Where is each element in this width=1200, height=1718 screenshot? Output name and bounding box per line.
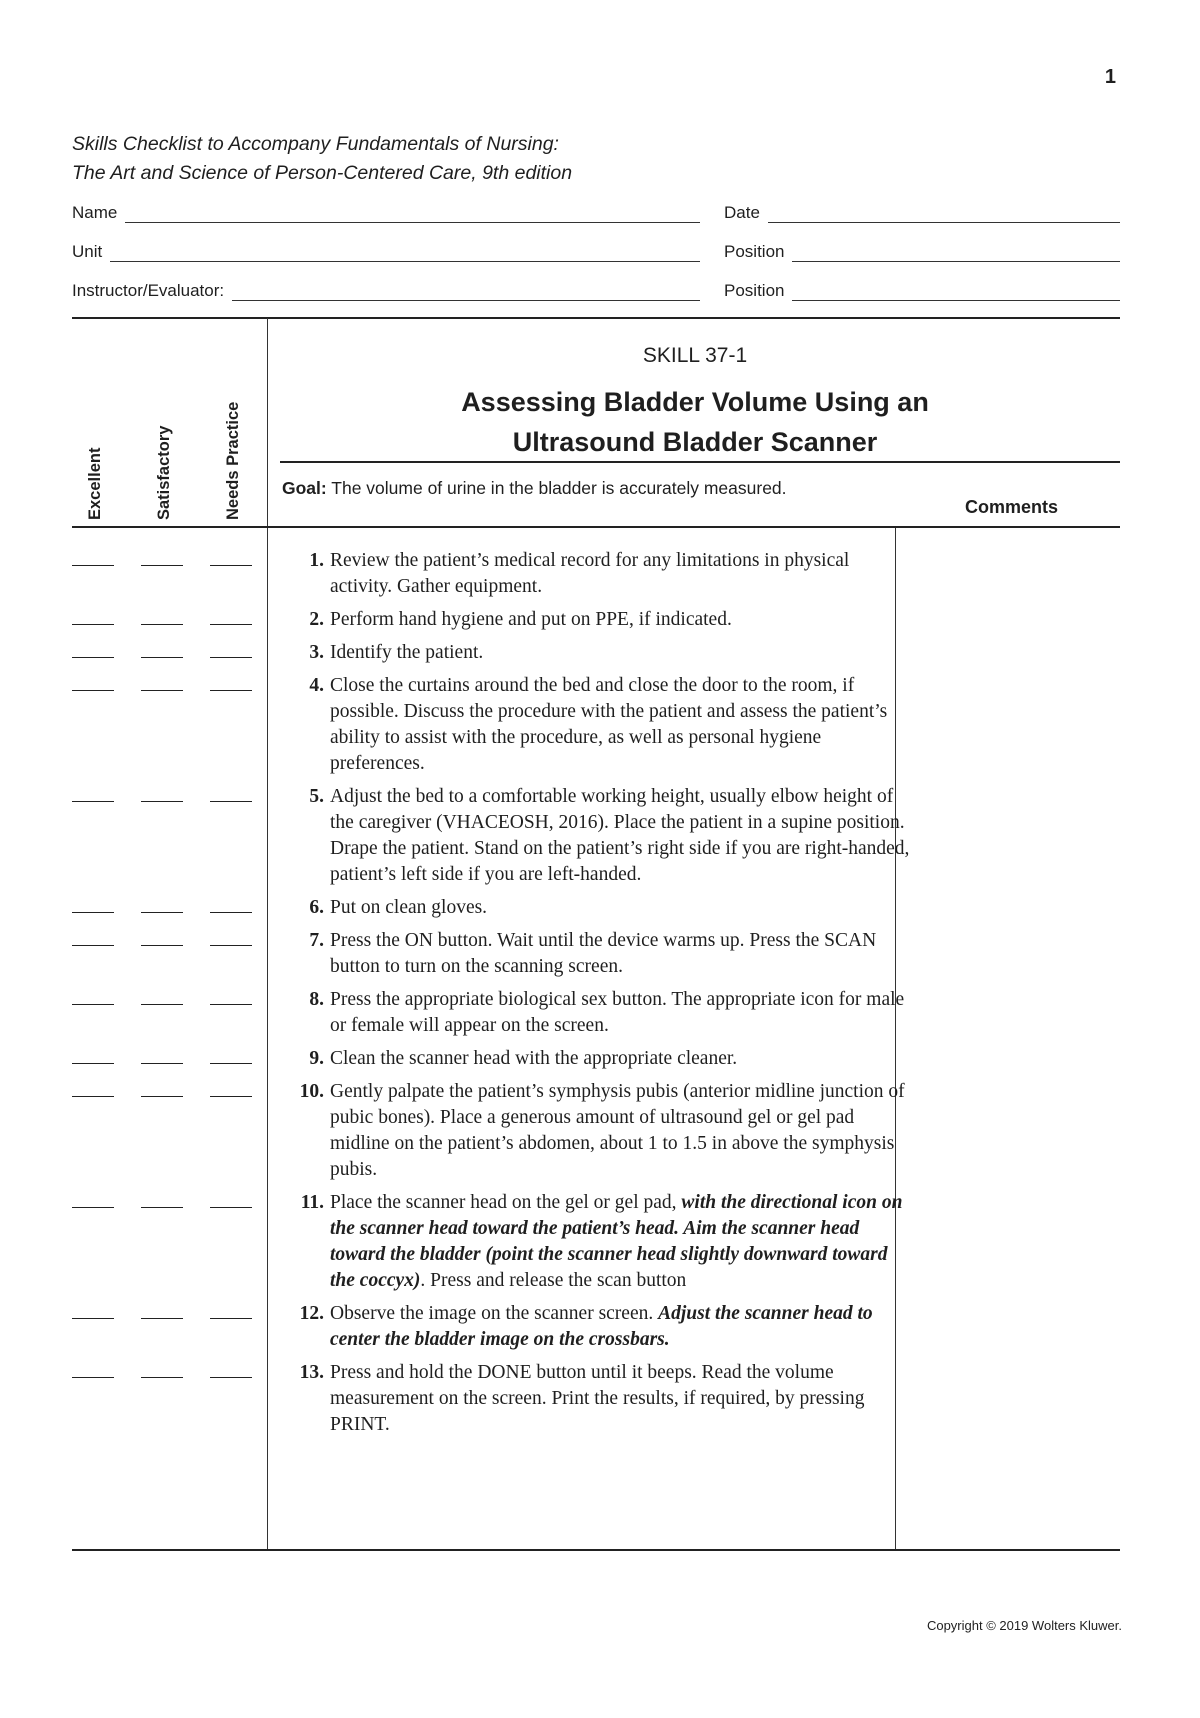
satisfactory-blank[interactable] [141, 1377, 183, 1378]
satisfactory-blank[interactable] [141, 565, 183, 566]
excellent-blank[interactable] [72, 912, 114, 913]
needs-practice-blank[interactable] [210, 657, 252, 658]
field-row-name [72, 199, 1120, 227]
date-label: Date [724, 203, 760, 222]
position-label-2: Position [724, 281, 785, 300]
step-row [72, 548, 1120, 600]
needs-practice-blank[interactable] [210, 1063, 252, 1064]
rating-header-satisfactory: Satisfactory [155, 425, 173, 520]
excellent-blank[interactable] [72, 690, 114, 691]
satisfactory-blank[interactable] [141, 690, 183, 691]
step-row [72, 1190, 1120, 1294]
step-text: Adjust the bed to a comfortable working height, usually elbow height of the caregiver (VHACEOSH, 2016). Place the patient in a supine position. Drape the patient. Stand on the patient’s right side if you are right-handed, patient’s left side if you are left-handed. [330, 786, 910, 885]
step-number: 8. [309, 989, 324, 1010]
skill-title-line1: Assessing Bladder Volume Using an [461, 387, 929, 417]
rating-blanks [72, 1079, 270, 1183]
step-row [72, 784, 1120, 888]
excellent-blank[interactable] [72, 565, 114, 566]
book-title-line2: The Art and Science of Person-Centered Care, 9th edition [72, 162, 573, 184]
step-text-plain: Observe the image on the scanner screen. [330, 1303, 659, 1324]
step-text: Press and hold the DONE button until it beeps. Read the volume measurement on the screen. Print the results, if required, by pressing PRINT. [330, 1362, 865, 1435]
rating-blanks [72, 784, 270, 888]
step-number: 2. [309, 609, 324, 630]
satisfactory-blank[interactable] [141, 657, 183, 658]
step-text: Clean the scanner head with the appropriate cleaner. [330, 1048, 738, 1069]
rating-header-excellent: Excellent [86, 447, 104, 520]
needs-practice-blank[interactable] [210, 1207, 252, 1208]
rating-blanks [72, 607, 270, 633]
rating-blanks [72, 1046, 270, 1072]
rating-blanks [72, 548, 270, 600]
page-number: 1 [1104, 66, 1116, 88]
unit-label: Unit [72, 242, 103, 261]
step-text: Press the appropriate biological sex button. The appropriate icon for male or female will appear on the screen. [330, 989, 905, 1036]
excellent-blank[interactable] [72, 1063, 114, 1064]
rating-blanks [72, 1190, 270, 1294]
step-number: 1. [309, 550, 324, 571]
excellent-blank[interactable] [72, 1096, 114, 1097]
steps-list [72, 548, 1120, 1445]
rating-blanks [72, 673, 270, 777]
rating-blanks [72, 640, 270, 666]
step-text-emphasis: with the directional icon on the scanner head toward the patient’s head. Aim the scanner head toward the bladder (point the scanner head slightly downward toward the coccyx) [330, 1192, 903, 1291]
position-field-2[interactable] [724, 277, 1120, 301]
book-title [72, 130, 572, 188]
rating-blanks [72, 1360, 270, 1438]
rating-blanks [72, 1301, 270, 1353]
step-text [330, 1301, 910, 1353]
step-number: 4. [309, 675, 324, 696]
copyright: Copyright © 2019 Wolters Kluwer. [926, 1618, 1122, 1633]
satisfactory-blank[interactable] [141, 912, 183, 913]
needs-practice-blank[interactable] [210, 912, 252, 913]
field-row-unit [72, 238, 1120, 266]
step-text: Close the curtains around the bed and close the door to the room, if possible. Discuss the procedure with the patient and assess the patient’s ability to assist with the procedure, as well as personal hygiene preferences. [330, 675, 888, 774]
satisfactory-blank[interactable] [141, 1207, 183, 1208]
step-row [72, 607, 1120, 633]
excellent-blank[interactable] [72, 1004, 114, 1005]
step-text: Review the patient’s medical record for any limitations in physical activity. Gather equipment. [330, 550, 850, 597]
excellent-blank[interactable] [72, 1207, 114, 1208]
step-text [330, 1190, 910, 1294]
rating-blanks [72, 928, 270, 980]
step-number: 11. [300, 1192, 324, 1213]
step-row [72, 987, 1120, 1039]
needs-practice-blank[interactable] [210, 801, 252, 802]
step-row [72, 1301, 1120, 1353]
rating-header-needs-practice: Needs Practice [224, 401, 242, 520]
field-row-instructor [72, 277, 1120, 305]
step-row [72, 673, 1120, 777]
date-field[interactable] [724, 199, 1120, 223]
needs-practice-blank[interactable] [210, 1377, 252, 1378]
step-text: Gently palpate the patient’s symphysis pubis (anterior midline junction of pubic bones). Place a generous amount of ultrasound gel or gel pad midline on the patient’s abdomen, about 1 to 1.5 in above the symphysis pubis. [330, 1081, 905, 1180]
satisfactory-blank[interactable] [141, 1096, 183, 1097]
book-title-line1: Skills Checklist to Accompany Fundamentals of Nursing: [72, 133, 559, 155]
satisfactory-blank[interactable] [141, 1063, 183, 1064]
step-number: 6. [309, 897, 324, 918]
rating-blanks [72, 987, 270, 1039]
step-number: 3. [309, 642, 324, 663]
skill-title-line2: Ultrasound Bladder Scanner [512, 427, 878, 457]
rating-blanks [72, 895, 270, 921]
comments-header: Comments [965, 497, 1059, 517]
step-text: Perform hand hygiene and put on PPE, if indicated. [330, 609, 732, 630]
step-number: 10. [299, 1081, 324, 1102]
step-row [72, 928, 1120, 980]
step-number: 13. [299, 1362, 324, 1383]
skill-number: SKILL 37-1 [642, 344, 748, 367]
position-label-1: Position [724, 242, 785, 261]
needs-practice-blank[interactable] [210, 945, 252, 946]
needs-practice-blank[interactable] [210, 690, 252, 691]
step-number: 7. [309, 930, 324, 951]
position-field-1[interactable] [724, 238, 1120, 262]
step-text-after: . Press and release the scan button [420, 1270, 687, 1291]
excellent-blank[interactable] [72, 1318, 114, 1319]
step-row [72, 1079, 1120, 1183]
satisfactory-blank[interactable] [141, 1004, 183, 1005]
excellent-blank[interactable] [72, 801, 114, 802]
step-row [72, 1360, 1120, 1438]
excellent-blank[interactable] [72, 657, 114, 658]
needs-practice-blank[interactable] [210, 624, 252, 625]
satisfactory-blank[interactable] [141, 1318, 183, 1319]
step-text-plain: Place the scanner head on the gel or gel pad, [330, 1192, 682, 1213]
step-text: Identify the patient. [330, 642, 484, 663]
name-field[interactable] [72, 199, 700, 223]
table-bottom-rule [72, 1549, 1120, 1551]
needs-practice-blank[interactable] [210, 565, 252, 566]
step-number: 12. [299, 1303, 324, 1324]
step-number: 5. [309, 786, 324, 807]
needs-practice-blank[interactable] [210, 1096, 252, 1097]
step-text: Press the ON button. Wait until the device warms up. Press the SCAN button to turn on the scanning screen. [330, 930, 877, 977]
satisfactory-blank[interactable] [141, 801, 183, 802]
header-bottom-rule [72, 526, 1120, 528]
step-row [72, 640, 1120, 666]
instructor-label: Instructor/Evaluator: [72, 281, 225, 300]
instructor-field[interactable] [72, 277, 700, 301]
skill-title [270, 382, 1120, 462]
needs-practice-blank[interactable] [210, 1004, 252, 1005]
step-row [72, 895, 1120, 921]
unit-field[interactable] [72, 238, 700, 262]
needs-practice-blank[interactable] [210, 1318, 252, 1319]
step-row [72, 1046, 1120, 1072]
excellent-blank[interactable] [72, 945, 114, 946]
satisfactory-blank[interactable] [141, 945, 183, 946]
goal-label: Goal: [282, 478, 327, 498]
excellent-blank[interactable] [72, 1377, 114, 1378]
name-label: Name [72, 203, 118, 222]
step-number: 9. [309, 1048, 324, 1069]
goal-text: The volume of urine in the bladder is accurately measured. [331, 478, 787, 498]
satisfactory-blank[interactable] [141, 624, 183, 625]
title-rule [280, 461, 1120, 463]
step-text: Put on clean gloves. [330, 897, 488, 918]
goal [282, 477, 842, 499]
step-text-emphasis: Adjust the scanner head to center the bladder image on the crossbars. [330, 1303, 873, 1350]
excellent-blank[interactable] [72, 624, 114, 625]
table-top-rule [72, 317, 1120, 319]
